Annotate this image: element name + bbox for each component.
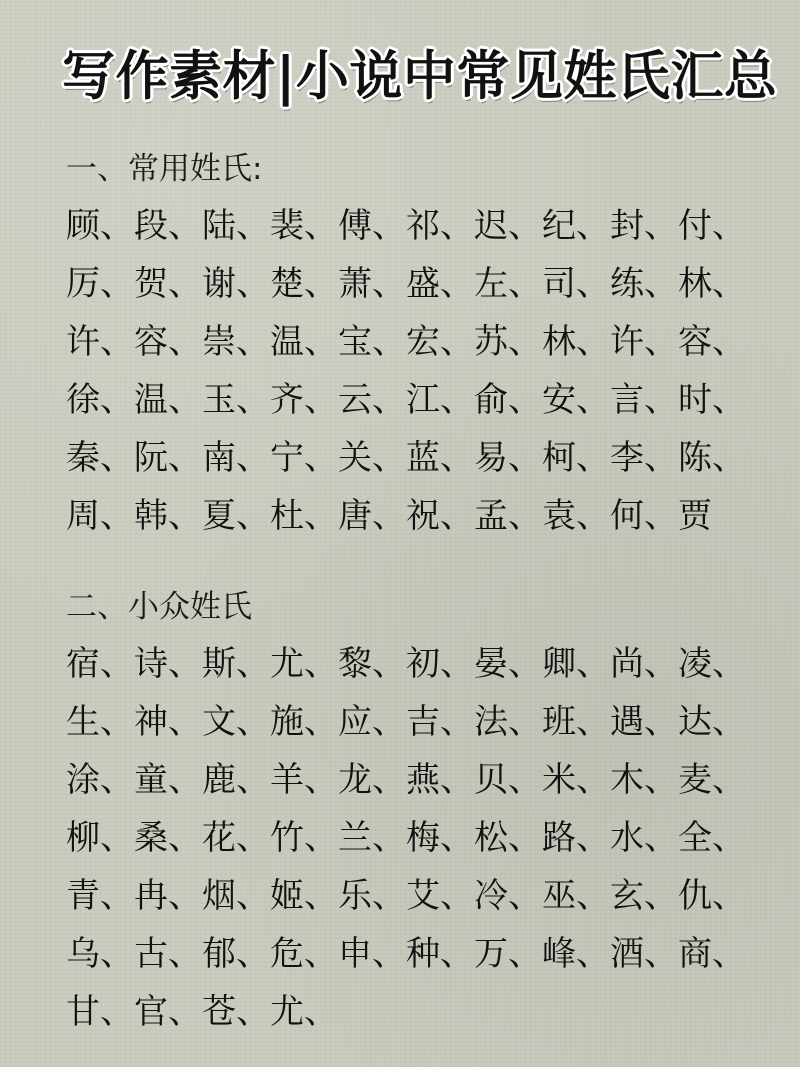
surname-row: 生、神、文、施、应、吉、法、班、遇、达、 (66, 702, 746, 742)
surname-row: 柳、桑、花、竹、兰、梅、松、路、水、全、 (66, 818, 746, 858)
surname-row: 秦、阮、南、宁、关、蓝、易、柯、李、陈、 (66, 438, 746, 478)
surname-row: 厉、贺、谢、楚、萧、盛、左、司、练、林、 (66, 264, 746, 304)
common-surnames-section (66, 147, 766, 545)
surname-row: 周、韩、夏、杜、唐、祝、孟、袁、何、贾 (66, 496, 712, 536)
surname-row: 涂、童、鹿、羊、龙、燕、贝、米、木、麦、 (66, 760, 746, 800)
rare-surnames-section (66, 585, 766, 1041)
section-heading-rare: 二、小众姓氏 (66, 589, 252, 625)
surname-row: 徐、温、玉、齐、云、江、俞、安、言、时、 (66, 380, 746, 420)
surname-row: 乌、古、郁、危、申、种、万、峰、酒、商、 (66, 934, 746, 974)
page-title: 写作素材|小说中常见姓氏汇总 (62, 46, 778, 107)
section-heading-common: 一、常用姓氏: (66, 151, 263, 187)
surname-row: 许、容、崇、温、宝、宏、苏、林、许、容、 (66, 322, 746, 362)
surname-row: 顾、段、陆、裴、傅、祁、迟、纪、封、付、 (66, 206, 746, 246)
surname-row: 宿、诗、斯、尤、黎、初、晏、卿、尚、凌、 (66, 644, 746, 684)
surname-row: 青、冉、烟、姬、乐、艾、冷、巫、玄、仇、 (66, 876, 746, 916)
surname-row: 甘、官、苍、尤、 (66, 992, 338, 1032)
